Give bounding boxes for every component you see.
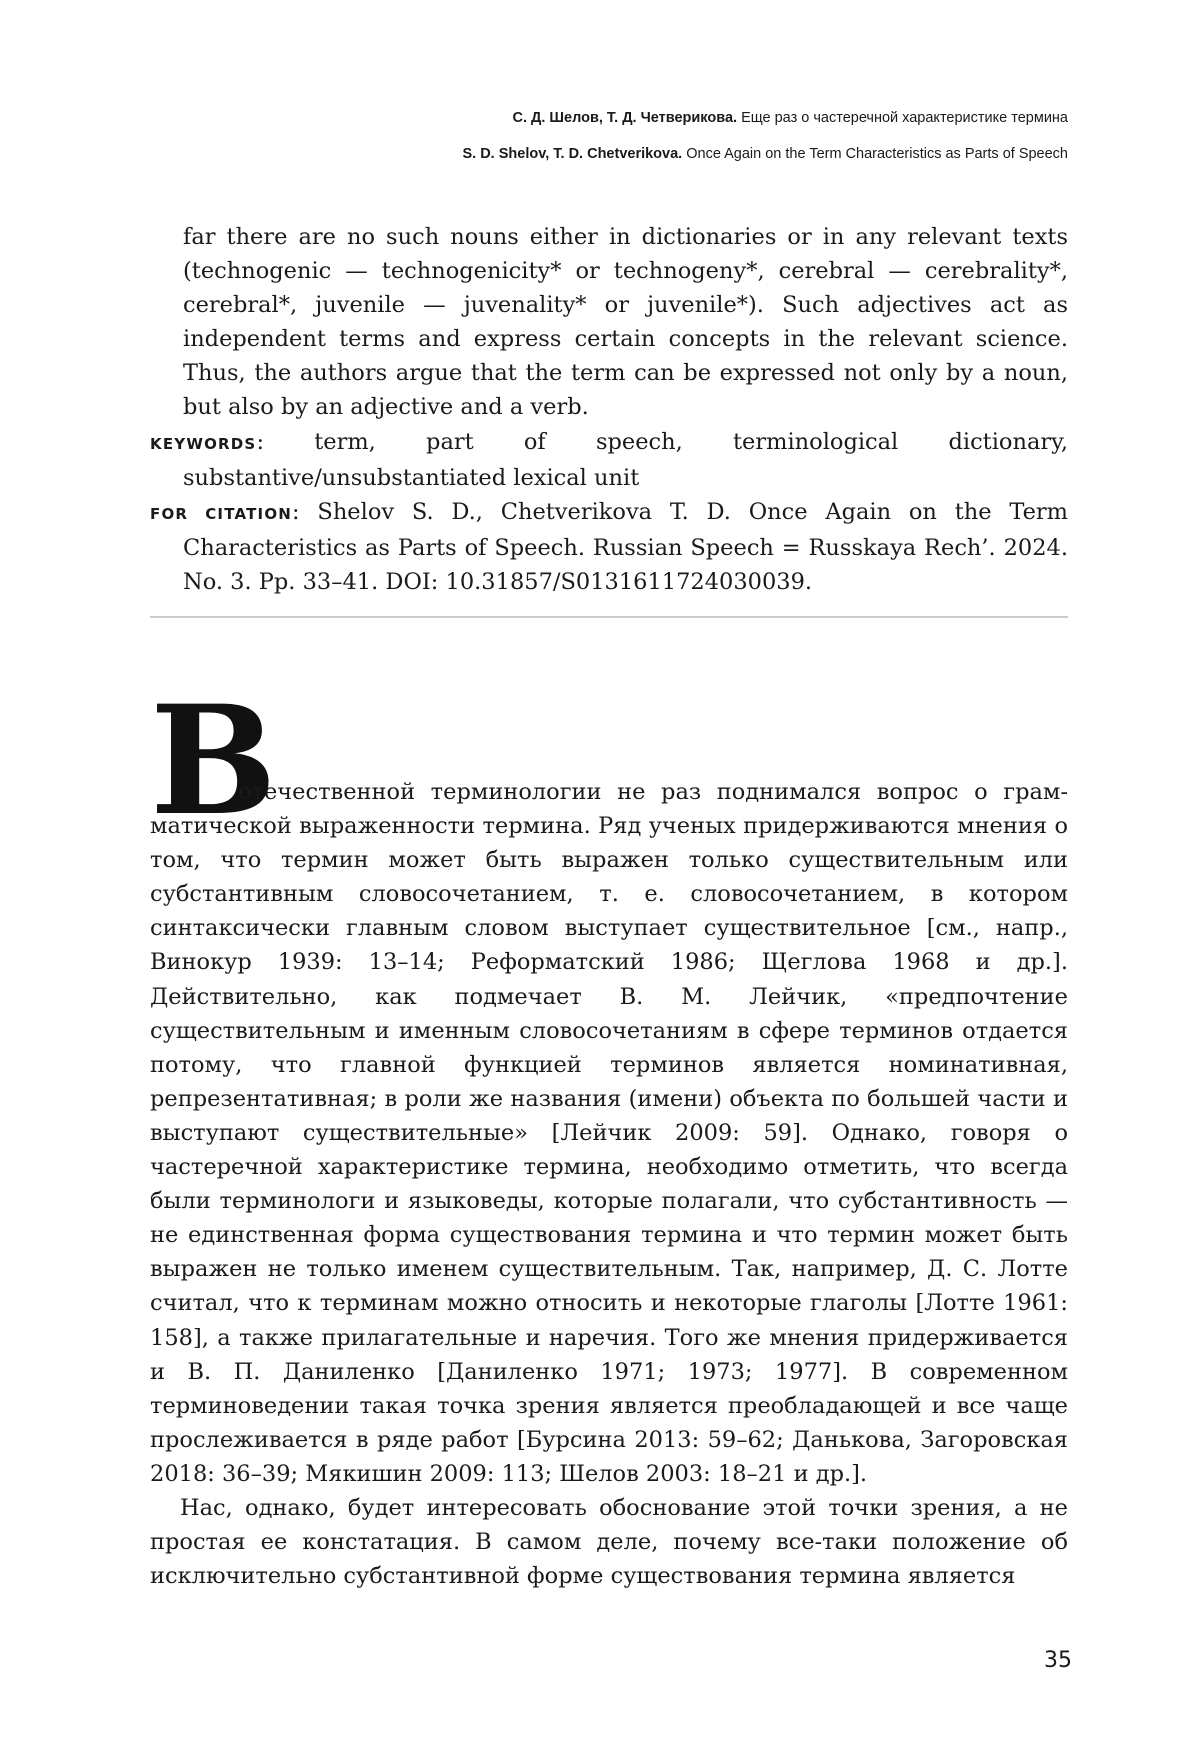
paragraph-1: матической выраженности термина. Ряд ученых придерживаются мнения о том, что термин может быть выражен только существительным или субстантивным словосочетанием, т. е. словосочетанием, в котором синтаксически главным словом выступает существительное [см., напр., Винокур 1939: 13–14; Реформатский 1986; Щеглова 1968 и др.]. Действительно, как подмечает В. М. Лейчик, «предпочтение существительным и именным словосочетаниям в сфере терминов отдается потому, что главной функцией терминов является номинативная, репрезентативная; в роли же названия (имени) объекта по большей части и выступают существительные» [Лейчик 2009: 59]. Однако, говоря о частеречной характеристике термина, необходимо отметить, что всегда были терминологи и языковеды, которые полагали, что субстантивность — не единственная форма существования термина и что термин может быть выражен не только именем существительным. Так, например, Д. С. Лотте считал, что к терминам можно относить и некоторые глаголы [Лотте 1961: 158], а также прилагательные и наречия. Того же мнения придерживается и В. П. Даниленко [Даниленко 1971; 1973; 1977]. В современном терминоведении такая точка зрения является преобладающей и все чаще прослеживается в ряде работ [Бурсина 2013: 59–62; Данькова, Загоровская 2018: 36–39; Мякишин 2009: 113; Шелов 2003: 18–21 и др.]. bbox=[150, 813, 1068, 1487]
running-header-en-title: Once Again on the Term Characteristics as Parts of Speech bbox=[686, 146, 1068, 162]
citation bbox=[150, 495, 1068, 599]
keywords bbox=[150, 425, 1068, 495]
keywords-text: : term, part of speech, terminological dictionary, substantive/unsubstantiated lexical unit bbox=[183, 428, 1068, 491]
running-header-en bbox=[150, 136, 1068, 172]
abstract bbox=[150, 220, 1068, 599]
paragraph-2: Нас, однако, будет интересовать обоснование этой точки зрения, а не простая ее констатация. В самом деле, почему все-таки положение об исключительно субстантивной форме существования термина является bbox=[150, 1494, 1068, 1590]
abstract-continuation: far there are no such nouns either in dictionaries or in any relevant texts (technogenic — technogenicity* or technogeny*, cerebral — cerebrality*, cerebral*, juvenile — juvenality* or juvenile*). Such adjectives act as independent terms and express certain concepts in the relevant science. Thus, the authors argue that the term can be expressed not only by a noun, but also by an adjective and a verb. bbox=[183, 224, 1068, 421]
page-number: 35 bbox=[1044, 1648, 1072, 1673]
running-header-en-authors: S. D. Shelov, T. D. Chetverikova. bbox=[462, 146, 683, 162]
citation-label: FOR CITATION bbox=[150, 504, 293, 523]
keywords-label: KEYWORDS bbox=[150, 434, 257, 453]
running-header-ru bbox=[150, 100, 1068, 136]
section-divider bbox=[150, 616, 1068, 618]
paragraph-1-first-line-text: отечественной терминологии не раз поднимался вопрос о грам- bbox=[238, 779, 1068, 805]
paragraph-1-first-line bbox=[150, 775, 1068, 809]
citation-text: : Shelov S. D., Chetverikova T. D. Once Again on the Term Characteristics as Parts of Speech. Russian Speech = Russkaya Rech’. 2024. No. 3. Pp. 33–41. DOI: 10.31857/S0131611724030039. bbox=[183, 498, 1069, 595]
running-header-ru-title: Еще раз о частеречной характеристике термина bbox=[741, 110, 1068, 126]
running-header-ru-authors: С. Д. Шелов, Т. Д. Четверикова. bbox=[512, 110, 738, 126]
running-header bbox=[150, 100, 1068, 172]
article-body bbox=[150, 775, 1068, 1593]
drop-cap: В bbox=[150, 673, 277, 849]
